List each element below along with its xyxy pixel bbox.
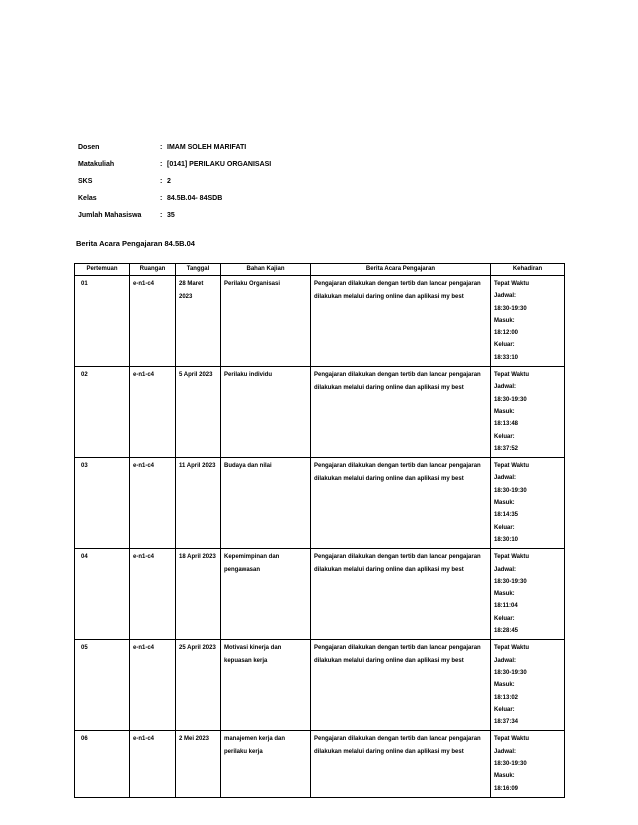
kehadiran-jadwal-label: Jadwal: bbox=[494, 475, 517, 482]
kehadiran-status: Tepat Waktu bbox=[494, 645, 530, 652]
cell-kehadiran bbox=[491, 276, 565, 367]
kehadiran-keluar-label: Keluar: bbox=[494, 706, 515, 713]
kehadiran-keluar: 18:33:10 bbox=[494, 354, 519, 361]
cell-pertemuan: 05 bbox=[75, 640, 130, 731]
kehadiran-jadwal-label: Jadwal: bbox=[494, 566, 517, 573]
cell-berita-acara: Pengajaran dilakukan dengan tertib dan lancar pengajaran dilakukan melalui daring online dan aplikasi my best bbox=[311, 276, 491, 367]
cell-berita-acara: Pengajaran dilakukan dengan tertib dan lancar pengajaran dilakukan melalui daring online dan aplikasi my best bbox=[311, 549, 491, 640]
info-label: Kelas bbox=[78, 195, 97, 202]
info-value: IMAM SOLEH MARIFATI bbox=[167, 144, 247, 151]
table-row bbox=[75, 640, 565, 731]
info-separator: : bbox=[160, 212, 163, 219]
info-value: [0141] PERILAKU ORGANISASI bbox=[167, 161, 272, 168]
kehadiran-status: Tepat Waktu bbox=[494, 281, 530, 287]
cell-bahan-kajian: Kepemimpinan dan pengawasan bbox=[221, 549, 311, 640]
kehadiran-masuk: 18:11:04 bbox=[494, 603, 518, 610]
cell-tanggal: 28 Maret 2023 bbox=[176, 276, 221, 367]
cell-tanggal: 2 Mei 2023 bbox=[176, 731, 221, 797]
cell-bahan-kajian: Budaya dan nilai bbox=[221, 458, 311, 549]
cell-berita-acara: Pengajaran dilakukan dengan tertib dan lancar pengajaran dilakukan melalui daring online dan aplikasi my best bbox=[311, 640, 491, 731]
cell-pertemuan: 04 bbox=[75, 549, 130, 640]
cell-kehadiran bbox=[491, 731, 565, 797]
kehadiran-jadwal: 18:30-19:30 bbox=[494, 396, 527, 403]
info-row-jumlah-mahasiswa bbox=[78, 212, 271, 229]
kehadiran-jadwal: 18:30-19:30 bbox=[494, 578, 527, 585]
kehadiran-status: Tepat Waktu bbox=[494, 463, 530, 470]
info-row-sks bbox=[78, 178, 271, 195]
info-row-dosen bbox=[78, 144, 271, 161]
kehadiran-jadwal: 18:30-19:30 bbox=[494, 760, 527, 767]
kehadiran-masuk-label: Masuk: bbox=[494, 591, 515, 598]
cell-pertemuan: 06 bbox=[75, 731, 130, 797]
kehadiran-keluar-label: Keluar: bbox=[494, 524, 515, 531]
info-separator: : bbox=[160, 178, 163, 185]
kehadiran-status: Tepat Waktu bbox=[494, 372, 530, 379]
info-value: 84.5B.04- 84SDB bbox=[167, 195, 223, 202]
course-info bbox=[78, 144, 271, 229]
table-row bbox=[75, 276, 565, 367]
cell-ruangan: e-n1-c4 bbox=[130, 276, 176, 367]
cell-bahan-kajian: Motivasi kinerja dan kepuasan kerja bbox=[221, 640, 311, 731]
kehadiran-status: Tepat Waktu bbox=[494, 736, 530, 743]
cell-ruangan: e-n1-c4 bbox=[130, 367, 176, 458]
cell-bahan-kajian: Perilaku individu bbox=[221, 367, 311, 458]
kehadiran-jadwal-label: Jadwal: bbox=[494, 293, 517, 300]
cell-berita-acara: Pengajaran dilakukan dengan tertib dan lancar pengajaran dilakukan melalui daring online dan aplikasi my best bbox=[311, 458, 491, 549]
kehadiran-masuk-label: Masuk: bbox=[494, 408, 515, 415]
header-bahan-kajian: Bahan Kajian bbox=[221, 264, 311, 276]
kehadiran-masuk: 18:13:02 bbox=[494, 694, 519, 701]
info-label: Jumlah Mahasiswa bbox=[78, 212, 142, 219]
header-kehadiran: Kehadiran bbox=[491, 264, 565, 276]
cell-pertemuan: 03 bbox=[75, 458, 130, 549]
cell-ruangan: e-n1-c4 bbox=[130, 640, 176, 731]
info-label: Dosen bbox=[78, 144, 100, 151]
cell-tanggal: 25 April 2023 bbox=[176, 640, 221, 731]
cell-ruangan: e-n1-c4 bbox=[130, 731, 176, 797]
kehadiran-jadwal-label: Jadwal: bbox=[494, 384, 517, 391]
kehadiran-jadwal-label: Jadwal: bbox=[494, 657, 517, 664]
cell-berita-acara: Pengajaran dilakukan dengan tertib dan lancar pengajaran dilakukan melalui daring online dan aplikasi my best bbox=[311, 367, 491, 458]
kehadiran-masuk: 18:12:00 bbox=[494, 330, 519, 337]
table-header-row bbox=[75, 264, 565, 276]
cell-bahan-kajian: Perilaku Organisasi bbox=[221, 276, 311, 367]
cell-bahan-kajian: manajemen kerja dan perilaku kerja bbox=[221, 731, 311, 797]
kehadiran-jadwal: 18:30-19:30 bbox=[494, 487, 527, 494]
kehadiran-jadwal: 18:30-19:30 bbox=[494, 669, 527, 676]
kehadiran-masuk-label: Masuk: bbox=[494, 317, 515, 324]
kehadiran-keluar: 18:37:34 bbox=[494, 719, 519, 726]
info-separator: : bbox=[160, 144, 163, 151]
header-ruangan: Ruangan bbox=[130, 264, 176, 276]
table-row bbox=[75, 458, 565, 549]
header-pertemuan: Pertemuan bbox=[75, 264, 130, 276]
info-value: 35 bbox=[167, 212, 175, 219]
header-tanggal: Tanggal bbox=[176, 264, 221, 276]
kehadiran-jadwal-label: Jadwal: bbox=[494, 748, 517, 755]
kehadiran-masuk-label: Masuk: bbox=[494, 682, 515, 689]
kehadiran-keluar-label: Keluar: bbox=[494, 615, 515, 622]
kehadiran-status: Tepat Waktu bbox=[494, 554, 530, 561]
kehadiran-keluar: 18:30:10 bbox=[494, 536, 519, 543]
cell-ruangan: e-n1-c4 bbox=[130, 549, 176, 640]
info-separator: : bbox=[160, 161, 163, 168]
kehadiran-masuk-label: Masuk: bbox=[494, 773, 515, 780]
teaching-report-table bbox=[74, 263, 565, 798]
info-row-matakuliah bbox=[78, 161, 271, 178]
cell-pertemuan: 02 bbox=[75, 367, 130, 458]
kehadiran-masuk: 18:14:35 bbox=[494, 512, 519, 519]
kehadiran-masuk: 18:16:09 bbox=[494, 785, 519, 792]
kehadiran-masuk-label: Masuk: bbox=[494, 500, 515, 507]
cell-pertemuan: 01 bbox=[75, 276, 130, 367]
table-row bbox=[75, 367, 565, 458]
header-berita-acara: Berita Acara Pengajaran bbox=[311, 264, 491, 276]
kehadiran-jadwal: 18:30-19:30 bbox=[494, 305, 527, 312]
kehadiran-keluar: 18:28:45 bbox=[494, 628, 519, 635]
cell-tanggal: 11 April 2023 bbox=[176, 458, 221, 549]
cell-kehadiran bbox=[491, 549, 565, 640]
table-row bbox=[75, 731, 565, 797]
info-row-kelas bbox=[78, 195, 271, 212]
section-heading: Berita Acara Pengajaran 84.5B.04 bbox=[76, 239, 195, 248]
table-row bbox=[75, 549, 565, 640]
info-separator: : bbox=[160, 195, 163, 202]
info-label: Matakuliah bbox=[78, 161, 115, 168]
kehadiran-keluar-label: Keluar: bbox=[494, 342, 515, 349]
info-value: 2 bbox=[167, 178, 171, 185]
cell-kehadiran bbox=[491, 640, 565, 731]
kehadiran-masuk: 18:13:48 bbox=[494, 421, 519, 428]
cell-tanggal: 18 April 2023 bbox=[176, 549, 221, 640]
cell-kehadiran bbox=[491, 367, 565, 458]
cell-berita-acara: Pengajaran dilakukan dengan tertib dan lancar pengajaran dilakukan melalui daring online dan aplikasi my best bbox=[311, 731, 491, 797]
cell-kehadiran bbox=[491, 458, 565, 549]
info-label: SKS bbox=[78, 178, 93, 185]
kehadiran-keluar-label: Keluar: bbox=[494, 433, 515, 440]
cell-ruangan: e-n1-c4 bbox=[130, 458, 176, 549]
kehadiran-keluar: 18:37:52 bbox=[494, 445, 519, 452]
cell-tanggal: 5 April 2023 bbox=[176, 367, 221, 458]
